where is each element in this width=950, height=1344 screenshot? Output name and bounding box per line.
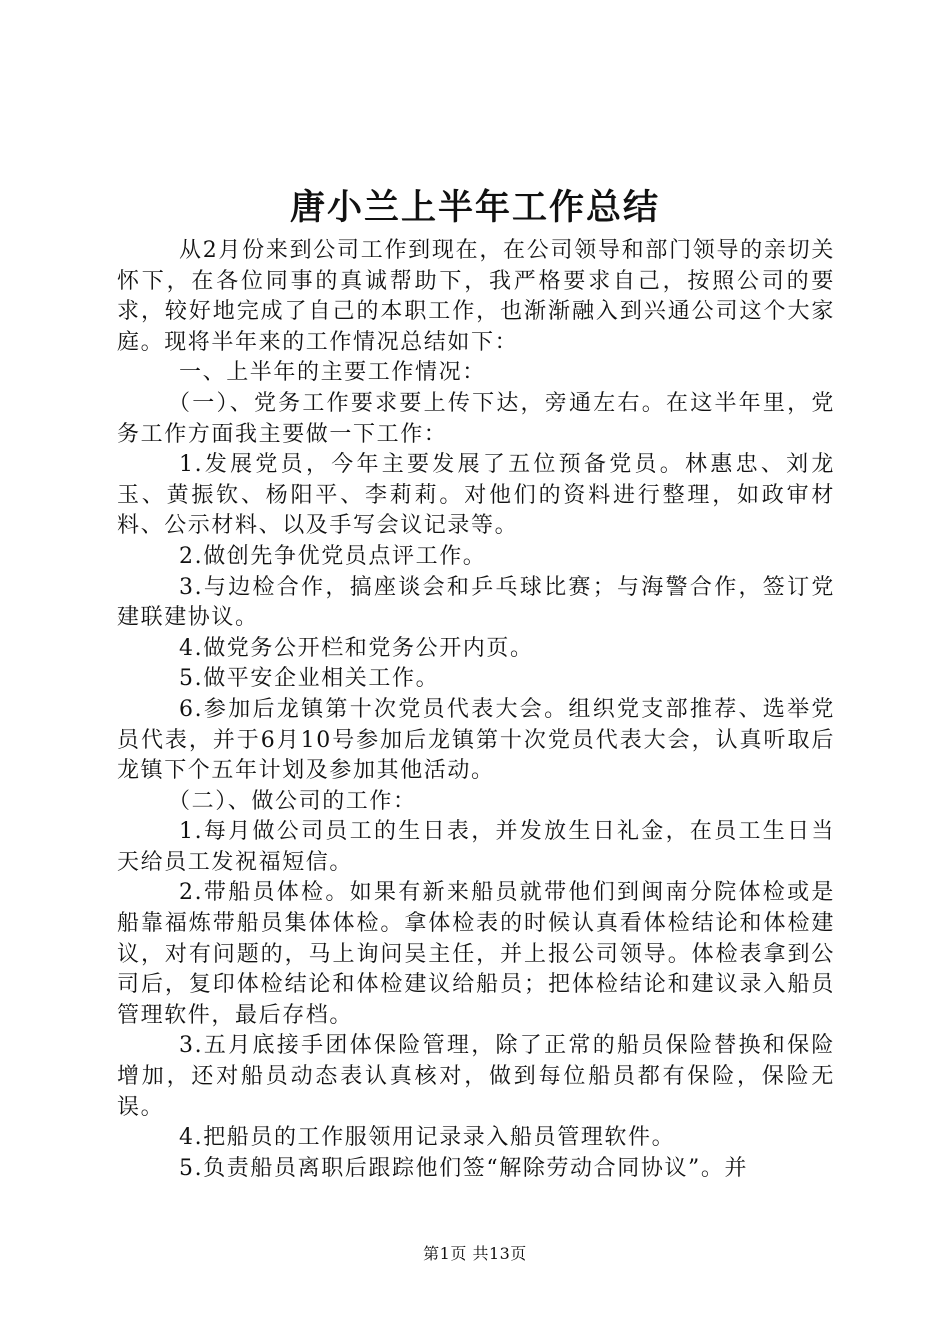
list-item: 5.做平安企业相关工作。	[179, 666, 440, 692]
list-item: 2.带船员体检。如果有新来船员就带他们到闽南分院体检或是船靠福炼带船员集体体检。拿体检表的时候认真看体检结论和体检建议，对有问题的，马上询问吴主任，并上报公司领导。体检表拿到公司后，复印体检结论和体检建议给船员；把体检结论和建议录入船员管理软件，最后存档。	[117, 880, 835, 1028]
subsection-heading-party-work: （一）、党务工作要求要上传下达，旁通左右。在这半年里，党务工作方面我主要做一下工作：	[117, 390, 835, 447]
list-item: 4.做党务公开栏和党务公开内页。	[179, 635, 534, 661]
list-item: 4.把船员的工作服领用记录录入船员管理软件。	[179, 1125, 676, 1151]
list-item: 3.五月底接手团体保险管理，除了正常的船员保险替换和保险增加，还对船员动态表认真核对，做到每位船员都有保险，保险无误。	[117, 1033, 835, 1120]
list-item: 1.每月做公司员工的生日表，并发放生日礼金，在员工生日当天给员工发祝福短信。	[117, 819, 835, 875]
list-item: 5.负责船员离职后跟踪他们签“解除劳动合同协议”。并	[179, 1155, 749, 1181]
list-item: 1.发展党员，今年主要发展了五位预备党员。林惠忠、刘龙玉、黄振钦、杨阳平、李莉莉。对他们的资料进行整理，如政审材料、公示材料、以及手写会议记录等。	[117, 452, 835, 539]
document-title: 唐小兰上半年工作总结	[289, 187, 660, 228]
subsection-heading-company-work: （二）、做公司的工作：	[168, 788, 417, 814]
section-heading-main-work: 一、上半年的主要工作情况：	[179, 360, 486, 386]
list-item: 3.与边检合作，搞座谈会和乒乓球比赛；与海警合作，签订党建联建协议。	[117, 574, 835, 631]
document-body	[117, 236, 835, 1184]
list-item: 2.做创先争优党员点评工作。	[179, 543, 487, 569]
page-number-footer: 第1页 共13页	[423, 1244, 527, 1263]
paragraph-intro: 从2月份来到公司工作到现在，在公司领导和部门领导的亲切关怀下，在各位同事的真诚帮助下，我严格要求自己，按照公司的要求，较好地完成了自己的本职工作，也渐渐融入到兴通公司这个大家庭。现将半年来的工作情况总结如下：	[117, 238, 835, 355]
list-item: 6.参加后龙镇第十次党员代表大会。组织党支部推荐、选举党员代表，并于6月10号参加后龙镇第十次党员代表大会，认真听取后龙镇下个五年计划及参加其他活动。	[117, 696, 835, 784]
